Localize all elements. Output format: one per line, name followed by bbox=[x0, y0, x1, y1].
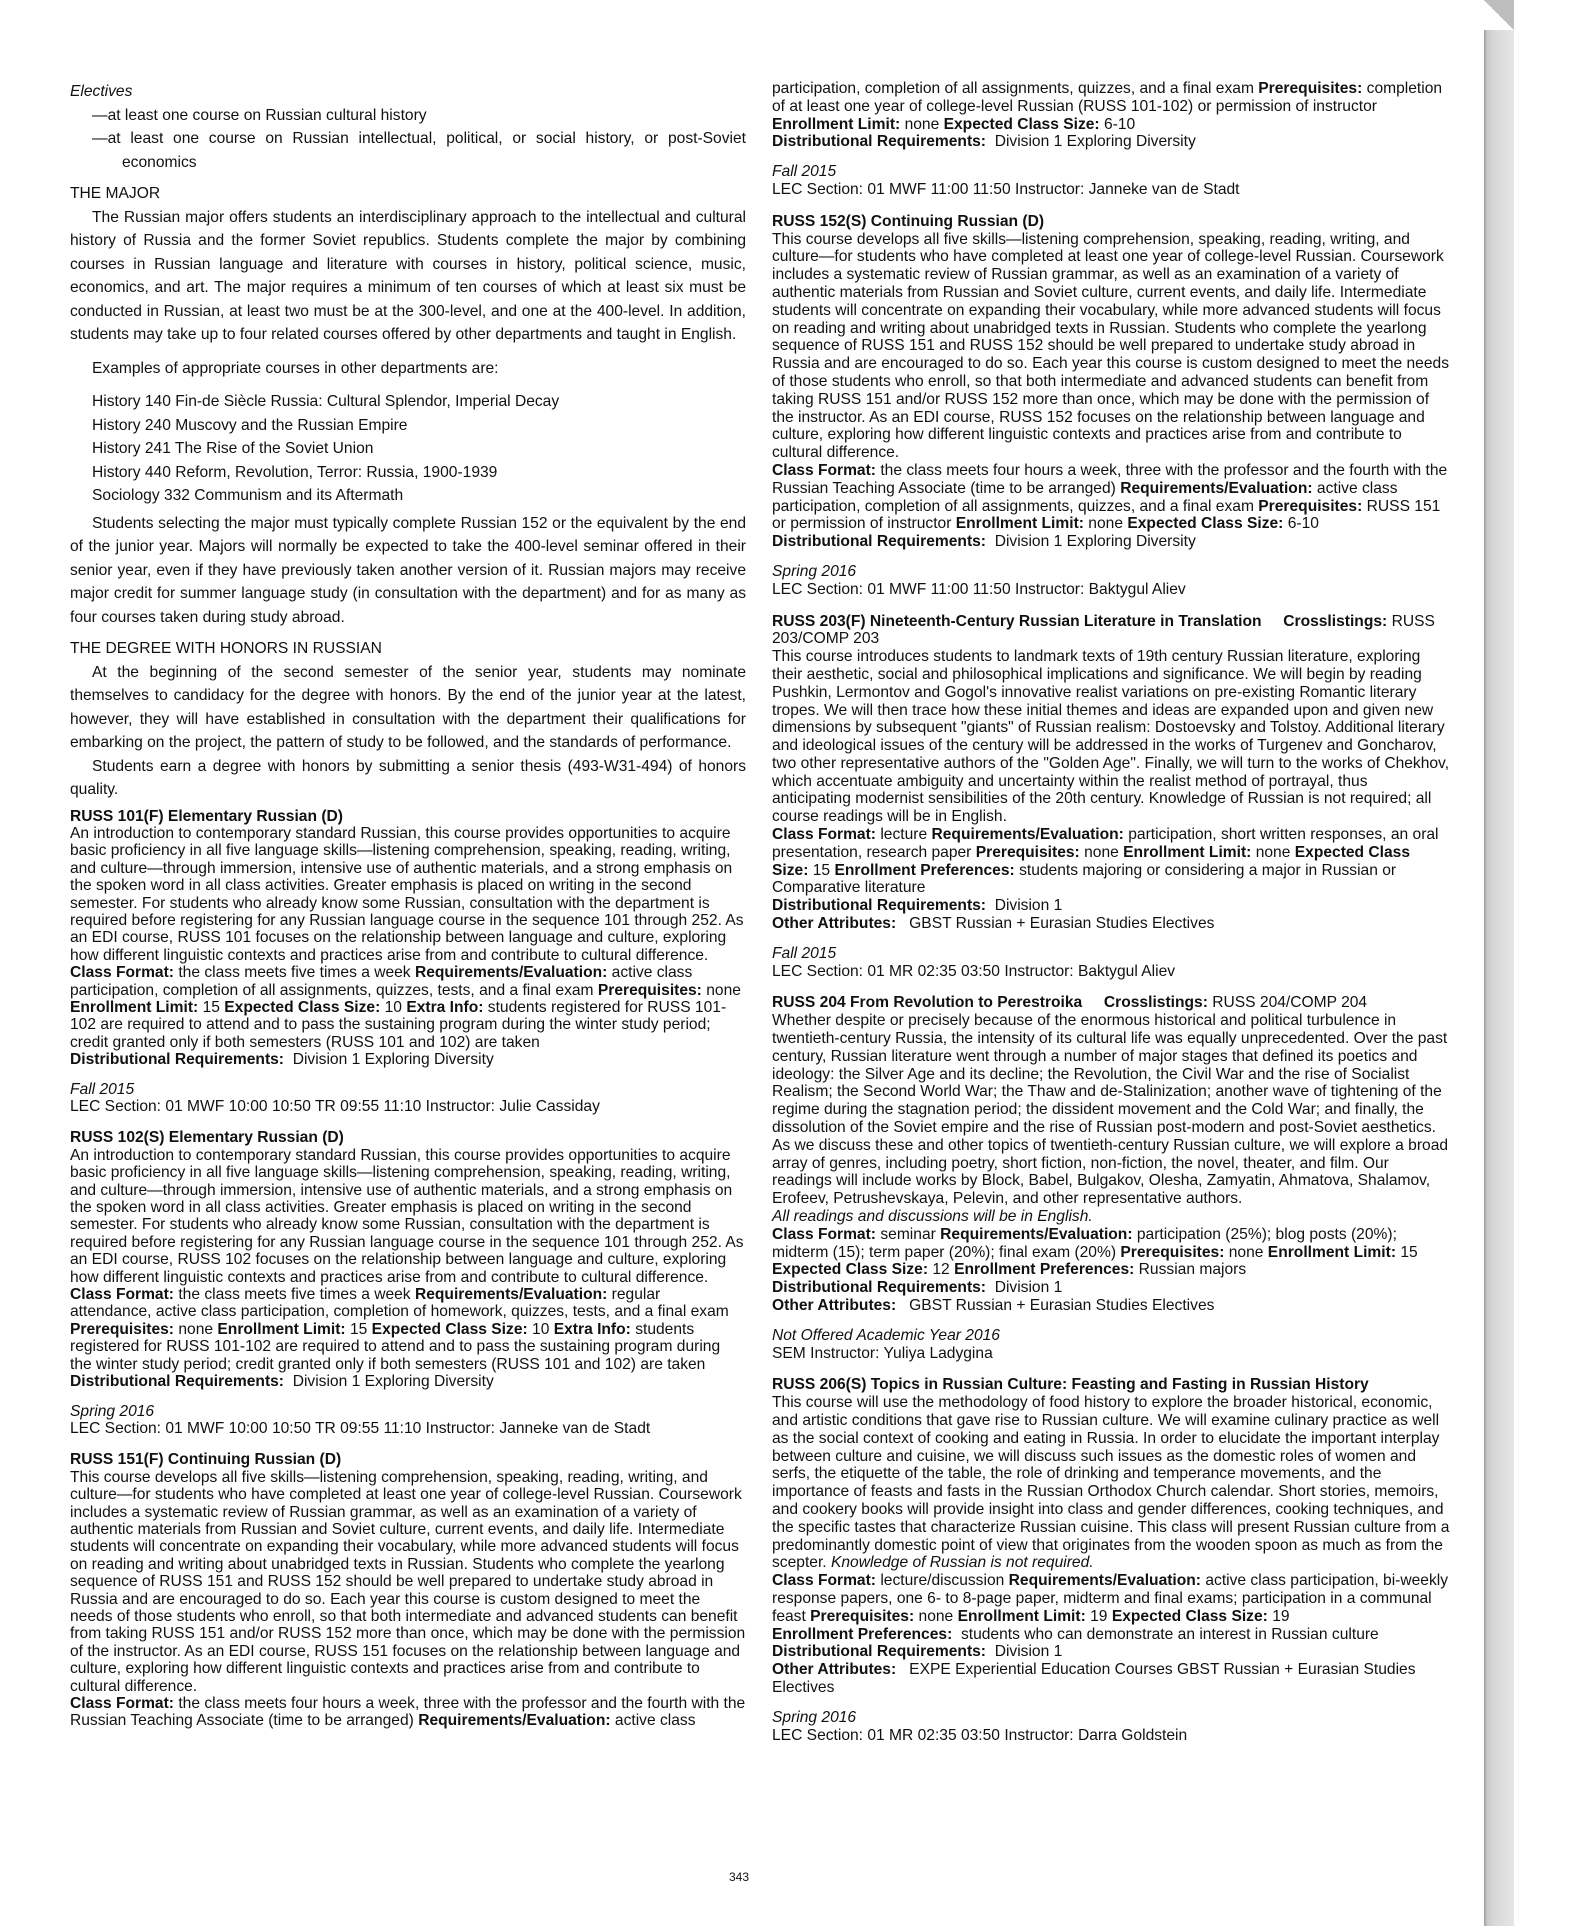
course-description: Whether despite or precisely because of the enormous historical and political turbulence in twentieth-century Russia, the intensity of its cultural life was equally unprecedented. Over the past century, Russian literature went through a number of major stages that defined its poetics and ideology: the Silver Age and its decline; the Revolution, the Civil War and the rise of Socialist Realism; the Second World War; the Thaw and de-Stalinization; another wave of tightening of the regime during the stagnation period; the dissident movement and the Cold War; and finally, the dissolution of the Soviet empire and the rise of Russian post-modern and post-Soviet aesthetics. As we discuss these and other topics of twentieth-century Russian culture, we will explore a broad array of genres, including poetry, short fiction, non-fiction, the novel, theater, and film. Our readings will include works by Block, Babel, Bulgakov, Olesha, Zamyatin, Ahmatova, Shalamov, Erofeev, Petrushevskaya, Pelevin, and other representative authors. bbox=[772, 1012, 1449, 1208]
distribution-requirements: Distributional Requirements: Division 1 Exploring Diversity bbox=[772, 133, 1196, 151]
course-note: All readings and discussions will be in English. bbox=[772, 1208, 1093, 1226]
course-russ-204 bbox=[772, 994, 1450, 1362]
course-russ-206 bbox=[772, 1376, 1450, 1744]
page-number: 343 bbox=[729, 1870, 750, 1884]
course-title: RUSS 206(S) Topics in Russian Culture: Feasting and Fasting in Russian History bbox=[772, 1376, 1369, 1394]
course-description: An introduction to contemporary standard Russian, this course provides opportunities to acquire basic proficiency in all five language skills—listening comprehension, speaking, reading, writing, and culture—through immersion, intensive use of authentic materials, and a strong emphasis on the spoken word in all class activities. Greater emphasis is placed on writing in the second semester. For students who already know some Russian, consultation with the department is required before registering for any Russian language course in the sequence 101 through 252. As an EDI course, RUSS 101 focuses on the relationship between language and culture, exploring how different linguistic contexts and practices arise from and contribute to cultural difference. bbox=[70, 824, 744, 964]
course-title: RUSS 102(S) Elementary Russian (D) bbox=[70, 1129, 344, 1147]
course-title: RUSS 151(F) Continuing Russian (D) bbox=[70, 1451, 342, 1469]
other-attributes: Other Attributes: GBST Russian + Eurasian Studies Electives bbox=[772, 915, 1215, 933]
course-russ-101 bbox=[70, 808, 746, 1116]
right-column bbox=[772, 80, 1450, 1744]
page-edge-shadow bbox=[1484, 0, 1514, 1926]
honors-paragraph: Students earn a degree with honors by submitting a senior thesis (493-W31-494) of honors quality. bbox=[70, 757, 746, 798]
other-attributes: Other Attributes: EXPE Experiential Education Courses GBST Russian + Eurasian Studies Electives bbox=[772, 1661, 1416, 1696]
electives-heading: Electives bbox=[70, 83, 133, 100]
other-attributes: Other Attributes: GBST Russian + Eurasian Studies Electives bbox=[772, 1297, 1215, 1314]
course-description: This course develops all five skills—listening comprehension, speaking, reading, writing, and culture—for students who have completed at least one year of college-level Russian. Coursework includes a systematic review of Russian grammar, as well as an examination of a variety of authentic materials from Russian and Soviet culture, current events, and daily life. Intermediate students will concentrate on expanding their vocabulary, while more advanced students will focus on reading and writing about unabridged texts in Russian. Students who complete the yearlong sequence of RUSS 151 and RUSS 152 should be well prepared to undertake study abroad in Russia and are encouraged to do so. Each year this course is custom designed to meet the needs of those students who enroll, so that both intermediate and advanced students can benefit from taking RUSS 151 and/or RUSS 152 more than once, which may be done with the permission of the instructor. As an EDI course, RUSS 152 focuses on the relationship between language and culture, exploring how different linguistic contexts and practices arise from and contribute to cultural difference. bbox=[772, 230, 1449, 462]
course-description: An introduction to contemporary standard Russian, this course provides opportunities to acquire basic proficiency in all five language skills—listening comprehension, speaking, reading, writing, and culture—through immersion, intensive use of authentic materials, and a strong emphasis on the spoken word in all class activities. Greater emphasis is placed on writing in the second semester. For students who already know some Russian, consultation with the department is required before registering for any Russian language course in the sequence 101 through 252. As an EDI course, RUSS 102 focuses on the relationship between language and culture, exploring how different linguistic contexts and practices arise from and contribute to cultural difference. bbox=[70, 1146, 744, 1286]
distribution-requirements: Distributional Requirements: Division 1 bbox=[772, 1643, 1063, 1661]
honors-paragraph: At the beginning of the second semester of the senior year, students may nominate themselves to candidacy for the degree with honors. By the end of the junior year at the latest, however, they will have established in consultation with the department their qualifications for embarking on the project, the pattern of study to be followed, and the standards of performance. bbox=[70, 663, 746, 751]
enrollment-preferences: Enrollment Preferences: students who can demonstrate an interest in Russian culture bbox=[772, 1625, 1379, 1643]
major-heading: THE MAJOR bbox=[70, 185, 161, 202]
course-description: This course will use the methodology of food history to explore the broader historical, economic, and artistic conditions that gave rise to Russian culture. We will examine culinary practice as well as the social context of cooking and eating in Russia. In order to elucidate the important interplay between culture and cuisine, we will discuss such issues as the domestic roles of women and serfs, the etiquette of the table, the role of drinking and temperance movements, and the importance of feasts and fasts in the Russian Orthodox Church calendar. Short stories, memoirs, and cookery books will provide insight into class and gender differences, cooking techniques, and the specific tastes that characterize Russian cuisine. This class will present Russian culture from a predominantly domestic point of view that originates from the wooden spoon as much as from the scepter. Knowledge of Russian is not required. bbox=[772, 1394, 1450, 1572]
course-term: Not Offered Academic Year 2016 bbox=[772, 1326, 1000, 1344]
major-paragraph: The Russian major offers students an interdisciplinary approach to the intellectual and cultural history of Russia and the former Soviet republics. Students complete the major by combining courses in Russian language and literature with courses in history, political science, music, economics, and art. The major requires a minimum of ten courses of which at least six must be conducted in Russian, at least two must be at the 300-level, and one at the 400-level. In addition, students may take up to four related courses offered by other departments and taught in English. bbox=[70, 208, 746, 343]
course-details: Class Format: the class meets four hours a week, three with the professor and the fourth with the Russian Teaching Associate (time to be arranged) Requirements/Evaluation: active class bbox=[70, 1695, 746, 1730]
course-section: LEC Section: 01 MR 02:35 03:50 Instructor: Darra Goldstein bbox=[772, 1726, 1188, 1744]
example-course: History 440 Reform, Revolution, Terror: Russia, 1900-1939 bbox=[92, 463, 498, 481]
course-russ-152 bbox=[772, 213, 1450, 599]
course-title: RUSS 152(S) Continuing Russian (D) bbox=[772, 212, 1045, 230]
examples-intro: Examples of appropriate courses in other departments are: bbox=[92, 359, 499, 377]
course-details: participation, completion of all assignments, quizzes, and a final exam Prerequisites: completion of at least one year of college-level Russian (RUSS 101-102) or permission of instructor Enrollment Limit: none Expected Class Size: 6-10 bbox=[772, 80, 1443, 133]
course-title: RUSS 101(F) Elementary Russian (D) bbox=[70, 807, 343, 825]
course-details: Class Format: the class meets five times a week Requirements/Evaluation: active class participation, completion of all assignments, quizzes, tests, and a final exam Prerequisites: none Enrollment Limit: 15 Expected Class Size: 10 Extra Info: students registered for RUSS 101-102 are required to attend and to pass the sustaining program during the winter study period; credit granted only if both semesters (RUSS 101 and 102) are taken bbox=[70, 964, 741, 1051]
course-section: LEC Section: 01 MR 02:35 03:50 Instructor: Baktygul Aliev bbox=[772, 962, 1176, 980]
course-title: RUSS 203(F) Nineteenth-Century Russian Literature in Translation Crosslistings: RUSS 203/COMP 203 bbox=[772, 612, 1435, 648]
course-term: Spring 2016 bbox=[772, 1708, 857, 1726]
elective-item: —at least one course on Russian cultural history bbox=[92, 106, 427, 124]
example-course: History 140 Fin-de Siècle Russia: Cultural Splendor, Imperial Decay bbox=[92, 393, 560, 410]
course-title: RUSS 204 From Revolution to Perestroika Crosslistings: RUSS 204/COMP 204 bbox=[772, 994, 1368, 1012]
course-russ-203 bbox=[772, 613, 1450, 981]
course-details: Class Format: the class meets four hours a week, three with the professor and the fourth with the Russian Teaching Associate (time to be arranged) Requirements/Evaluation: active class participation, completion of all assignments, quizzes, and a final exam Prerequisites: RUSS 151 or permission of instructor Enrollment Limit: none Expected Class Size: 6-10 bbox=[772, 461, 1448, 533]
major-paragraph: Students selecting the major must typically complete Russian 152 or the equivalent by the end of the junior year. Majors will normally be expected to take the 400-level seminar offered in their senior year, even if they have previously taken another version of it. Russian majors may receive major credit for summer language study (in consultation with the department) and for as many as four courses taken during study abroad. bbox=[70, 514, 746, 626]
course-details: Class Format: lecture/discussion Requirements/Evaluation: active class participation, bi-weekly response papers, one 6- to 8-page paper, midterm and final exams; participation in a communal feast Prerequisites: none Enrollment Limit: 19 Expected Class Size: 19 bbox=[772, 1572, 1449, 1625]
distribution-requirements: Distributional Requirements: Division 1 bbox=[772, 897, 1063, 915]
course-details: Class Format: the class meets five times a week Requirements/Evaluation: regular attendance, active class participation, completion of homework, quizzes, tests, and a final exam Prerequisites: none Enrollment Limit: 15 Expected Class Size: 10 Extra Info: students registered for RUSS 101-102 are required to attend and to pass the sustaining program during the winter study period; credit granted only if both semesters (RUSS 101 and 102) are taken bbox=[70, 1286, 729, 1373]
examples-list bbox=[70, 390, 746, 508]
course-section: LEC Section: 01 MWF 11:00 11:50 Instructor: Janneke van de Stadt bbox=[772, 180, 1240, 198]
course-term: Fall 2015 bbox=[70, 1080, 135, 1098]
left-column bbox=[70, 80, 746, 1730]
course-russ-102 bbox=[70, 1129, 746, 1437]
course-description: This course develops all five skills—listening comprehension, speaking, reading, writing, and culture—for students who have completed at least one year of college-level Russian. Coursework includes a systematic review of Russian grammar, as well as an examination of a variety of authentic materials from Russian and Soviet culture, current events, and daily life. Intermediate students will concentrate on expanding their vocabulary, while more advanced students will focus on reading and writing about unabridged texts in Russian. Students who complete the yearlong sequence of RUSS 151 and RUSS 152 should be well prepared to undertake study abroad in Russia and are encouraged to do so. Each year this course is custom designed to meet the needs of those students who enroll, so that both intermediate and advanced students can benefit from taking RUSS 151 and/or RUSS 152 more than once, which may be done with the permission of the instructor. As an EDI course, RUSS 151 focuses on the relationship between language and culture, exploring how different linguistic contexts and practices arise from and contribute to cultural difference. bbox=[70, 1468, 746, 1695]
course-section: LEC Section: 01 MWF 10:00 10:50 TR 09:55 11:10 Instructor: Janneke van de Stadt bbox=[70, 1419, 651, 1437]
example-course: Sociology 332 Communism and its Aftermath bbox=[92, 487, 404, 504]
course-term: Spring 2016 bbox=[70, 1402, 155, 1420]
course-details: Class Format: lecture Requirements/Evaluation: participation, short written responses, an oral presentation, research paper Prerequisites: none Enrollment Limit: none Expected Class Size: 15 Enrollment Preferences: students majoring or considering a major in Russian or Comparative literature bbox=[772, 826, 1439, 897]
elective-item: —at least one course on Russian intellectual, political, or social history, or post-Soviet economics bbox=[92, 130, 746, 171]
distribution-requirements: Distributional Requirements: Division 1 Exploring Diversity bbox=[70, 1051, 494, 1069]
course-section: LEC Section: 01 MWF 11:00 11:50 Instructor: Baktygul Aliev bbox=[772, 580, 1186, 598]
course-russ-151-continued bbox=[772, 80, 1450, 199]
course-term: Fall 2015 bbox=[772, 163, 837, 181]
example-course: History 240 Muscovy and the Russian Empire bbox=[92, 416, 408, 434]
distribution-requirements: Distributional Requirements: Division 1 bbox=[772, 1279, 1063, 1297]
course-term: Fall 2015 bbox=[772, 944, 837, 962]
course-description: This course introduces students to landmark texts of 19th century Russian literature, exploring their aesthetic, social and philosophical implications and significance. We will begin by reading Pushkin, Lermontov and Gogol's innovative realist variations on pre-existing Romantic literary tropes. We will then trace how these initial themes and ideas are expanded upon and given new dimensions by subsequent "giants" of Russian realism: Dostoevsky and Tolstoy. Additional literary and ideological issues of the century will be addressed in the works of Turgenev and Goncharov, two other representative authors of the "Golden Age". Finally, we will turn to the works of Chekhov, which accentuate ambiguity and uncertainty within the realist method of portrayal, thus anticipating modernist sensibilities of the 20th century. Knowledge of Russian is not required; all course readings will be in English. bbox=[772, 648, 1450, 826]
course-section: LEC Section: 01 MWF 10:00 10:50 TR 09:55 11:10 Instructor: Julie Cassiday bbox=[70, 1098, 600, 1115]
example-course: History 241 The Rise of the Soviet Union bbox=[92, 440, 374, 457]
course-section: SEM Instructor: Yuliya Ladygina bbox=[772, 1344, 993, 1362]
honors-heading: THE DEGREE WITH HONORS IN RUSSIAN bbox=[70, 640, 382, 657]
course-term: Spring 2016 bbox=[772, 562, 857, 580]
distribution-requirements: Distributional Requirements: Division 1 Exploring Diversity bbox=[772, 533, 1196, 551]
course-details: Class Format: seminar Requirements/Evaluation: participation (25%); blog posts (20%); midterm (15); term paper (20%); final exam (20%) Prerequisites: none Enrollment Limit: 15 Expected Class Size: 12 Enrollment Preferences: Russian majors bbox=[772, 1225, 1418, 1279]
distribution-requirements: Distributional Requirements: Division 1 Exploring Diversity bbox=[70, 1373, 494, 1391]
course-russ-151 bbox=[70, 1451, 746, 1730]
